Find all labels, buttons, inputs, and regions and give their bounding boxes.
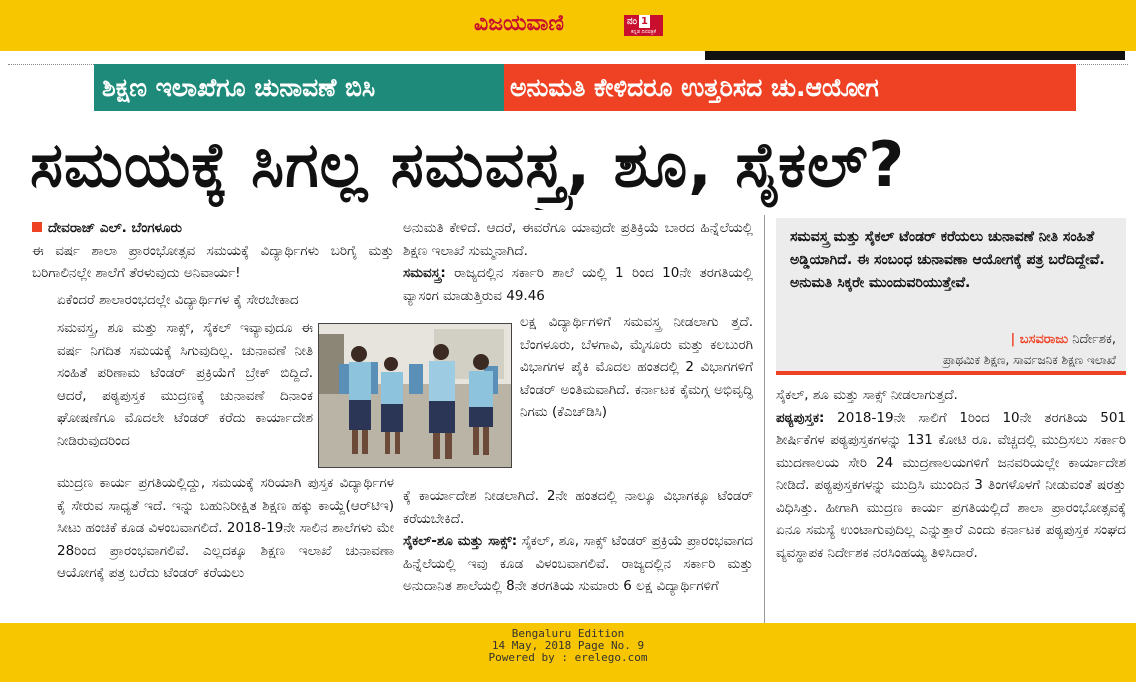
badge-label: ನಂ <box>627 16 637 27</box>
edition-name: Bengaluru Edition <box>511 627 625 640</box>
uniform-subhead-paragraph <box>403 262 753 307</box>
textbook-subhead: ಪಠ್ಯಪುಸ್ತಕ: <box>776 409 825 426</box>
number-one-badge <box>624 15 663 36</box>
column-1-bottom <box>57 472 394 622</box>
column-1-wrap <box>57 317 313 497</box>
quote-role: ನಿರ್ದೇಶಕ, <box>1068 332 1116 347</box>
intro-paragraph: ಈ ವರ್ಷ ಶಾಲಾ ಪ್ರಾರಂಭೋತ್ಸವ ಸಮಯಕ್ಕೆ ವಿದ್ಯಾರ್ಥಿಗಳು ಬರಿಗೈ ಮತ್ತು ಬರಿಗಾಲಿನಲ್ಲೇ ಶಾಲೆಗೆ ತೆರಳುವುದು ಅನಿವಾರ್ಯ! <box>32 242 394 281</box>
article-headline: ಸಮಯಕ್ಕೆ ಸಿಗಲ್ಲ ಸಮವಸ್ತ್ರ, ಶೂ, ಸೈಕಲ್? <box>30 128 906 201</box>
quote-text: ಸಮವಸ್ತ್ರ ಮತ್ತು ಸೈಕಲ್ ಟೆಂಡರ್ ಕರೆಯಲು ಚುನಾವಣೆ ನೀತಿ ಸಂಹಿತೆ ಅಡ್ಡಿಯಾಗಿದೆ. ಈ ಸಂಬಂಧ ಚುನಾವಣಾ ಆಯೋಗಕ್ಕೆ ಪತ್ರ ಬರೆದಿದ್ದೇವೆ. ಅನುಮತಿ ಸಿಕ್ಕರೇ ಮುಂದುವರಿಯುತ್ತೇವೆ. <box>790 229 1105 291</box>
textbook-subhead-paragraph <box>776 407 1126 565</box>
column-2-wrap <box>520 311 753 487</box>
column-1-lead <box>57 289 394 313</box>
edition-date-page: 14 May, 2018 Page No. 9 <box>491 639 645 652</box>
quote-designation: ಪ್ರಾಥಮಿಕ ಶಿಕ್ಷಣ, ಸಾರ್ವಜನಿಕ ಶಿಕ್ಷಣ ಇಲಾಖೆ <box>942 353 1116 367</box>
lead-line: ಏಕೆಂದರೆ ಶಾಲಾರಂಭದಲ್ಲೇ ವಿದ್ಯಾರ್ಥಿಗಳ ಕೈ ಸೇರಬೇಕಾದ <box>57 292 299 308</box>
col2-top-paragraph: ಅನುಮತಿ ಕೇಳಿದೆ. ಆದರೆ, ಈವರೆಗೂ ಯಾವುದೇ ಪ್ರತಿಕ್ರಿಯೆ ಬಾರದ ಹಿನ್ನೆಲೆಯಲ್ಲಿ ಶಿಕ್ಷಣ ಇಲಾಖೆ ಸುಮ್ಮನಾಗಿದೆ. <box>403 220 753 259</box>
photo-illustration <box>319 324 512 468</box>
col2-rest-paragraph: ಕ್ಕೆ ಕಾರ್ಯಾದೇಶ ನೀಡಲಾಗಿದೆ. 2ನೇ ಹಂತದಲ್ಲಿ ನಾಲ್ಕೂ ವಿಭಾಗಕ್ಕೂ ಟೆಂಡರ್ ಕರೆಯಬೇಕಿದೆ. <box>403 488 753 527</box>
previous-story-strip <box>705 51 1125 60</box>
quote-name: ಬಸವರಾಜು <box>1019 332 1069 347</box>
textbook-text: 2018-19ನೇ ಸಾಲಿಗೆ 1ರಿಂದ 10ನೇ ತರಗತಿಯ 501 ಶೀರ್ಷಿಕೆಗಳ ಪಠ್ಯಪುಸ್ತಕಗಳನ್ನು 131 ಕೋಟಿ ರೂ. ವೆಚ್ಚದಲ್ಲಿ ಮುದ್ರಿಸಲು ಸರ್ಕಾರಿ ಮುದಣಾಲಯ ಸೇರಿ 24 ಮುದ್ರಣಾಲಯಗಳಿಗೆ ಜನವರಿಯಲ್ಲೇ ಕಾರ್ಯಾದೇಶ ನೀಡಿದೆ. ಪಠ್ಯಪುಸ್ತಕಗಳನ್ನು ಮುದ್ರಿಸಿ ಮುಂದಿನ 3 ತಿಂಗಳೊಳಗೆ ನೀಡುವಂತೆ ಷರತ್ತು ವಿಧಿಸಿತ್ತು. ಹೀಗಾಗಿ ಮುದ್ರಣ ಕಾರ್ಯ ಪ್ರಗತಿಯಲ್ಲಿದೆ ಶಾಲಾ ಪ್ರಾರಂಭೋತ್ಸವಕ್ಕೆ ಏನೂ ಸಮಸ್ಯೆ ಉಂಟಾಗುವುದಿಲ್ಲ ಎನ್ನುತ್ತಾರೆ ಎಂದು ಕರ್ನಾಟಕ ಪಠ್ಯಪುಸ್ತಕ ಸಂಘದ ವ್ಯವಸ್ಥಾಪಕ ನಿರ್ದೇಶಕ ನರಸಿಂಹಯ್ಯ ತಿಳಿಸಿದಾರೆ. <box>776 409 1126 561</box>
uniform-text: ರಾಜ್ಯದಲ್ಲಿನ ಸರ್ಕಾರಿ ಶಾಲೆ ಯಲ್ಲಿ 1 ರಿಂದ 10ನೇ ತರಗತಿಯಲ್ಲಿ ವ್ಯಾಸಂಗ ಮಾಡುತ್ತಿರುವ 49.46 <box>403 265 753 304</box>
cycle-text: ಸೈಕಲ್, ಶೂ, ಸಾಕ್ಸ್ ಟೆಂಡರ್ ಪ್ರಕ್ರಿಯೆ ಪ್ರಾರಂಭವಾಗದ ಹಿನ್ನೆಲೆಯಲ್ಲಿ ಇವು ಕೂಡ ವಿಳಂಬವಾಗಲಿವೆ. ರಾಜ್ಯದಲ್ಲಿನ ಸರ್ಕಾರಿ ಮತ್ತು ಅನುದಾನಿತ ಶಾಲೆಯಲ್ಲಿ 8ನೇ ತರಗತಿಯ ಸುಮಾರು 6 ಲಕ್ಷ ವಿದ್ಯಾರ್ಥಿಗಳಿಗೆ <box>403 533 753 594</box>
powered-by: Powered by : erelego.com <box>488 651 648 664</box>
kicker-left: ಶಿಕ್ಷಣ ಇಲಾಖೆಗೂ ಚುನಾವಣೆ ಬಿಸಿ <box>94 64 504 111</box>
column-2-bottom <box>403 485 753 623</box>
byline <box>32 217 394 240</box>
masthead-bar <box>0 0 1136 51</box>
cycle-subhead: ಸೈಕಲ್-ಶೂ ಮತ್ತು ಸಾಕ್ಸ್: <box>403 533 518 549</box>
badge-tag: ಕನ್ನಡ ದಿನಪತ್ರಿಕೆ <box>630 29 656 35</box>
quote-attribution <box>790 330 1116 350</box>
column-divider <box>764 215 765 623</box>
column-3 <box>776 384 1126 623</box>
kicker-right: ಅನುಮತಿ ಕೇಳಿದರೂ ಉತ್ತರಿಸದ ಚು.ಆಯೋಗ <box>504 64 1076 111</box>
byline-square-icon <box>32 222 42 232</box>
quote-bar: | <box>1010 332 1016 347</box>
masthead-title: ವಿಜಯವಾಣಿ <box>474 11 565 36</box>
quote-box <box>776 218 1126 375</box>
edition-footer <box>0 623 1136 682</box>
continued-paragraph: ಮುದ್ರಣ ಕಾರ್ಯ ಪ್ರಗತಿಯಲ್ಲಿದ್ದು, ಸಮಯಕ್ಕೆ ಸರಿಯಾಗಿ ಪುಸ್ತಕ ವಿದ್ಯಾರ್ಥಿಗಳ ಕೈ ಸೇರುವ ಸಾಧ್ಯತೆ ಇದೆ. ಇನ್ನು ಬಹುನಿರೀಕ್ಷಿತ ಶಿಕ್ಷಣ ಹಕ್ಕು ಕಾಯ್ದೆ(ಆರ್‌ಟಿಇ) ಸೀಟು ಹಂಚಿಕೆ ಕೂಡ ವಿಳಂಬವಾಗಲಿದೆ. 2018-19ನೇ ಸಾಲಿನ ಶಾಲೆಗಳು ಮೇ 28ರಿಂದ ಪ್ರಾರಂಭವಾಗಲಿವೆ. ಎಲ್ಲದಕ್ಕೂ ಶಿಕ್ಷಣ ಇಲಾಖೆ ಚುನಾವಣಾ ಆಯೋಗಕ್ಕೆ ಪತ್ರ ಬರೆದು ಟೆಂಡರ್ ಕರೆಯಲು <box>57 475 394 581</box>
badge-number: 1 <box>641 16 648 27</box>
wrap-paragraph: ಸಮವಸ್ತ್ರ, ಶೂ ಮತ್ತು ಸಾಕ್ಸ್, ಸೈಕಲ್ ಇವ್ಯಾವುದೂ ಈ ವರ್ಷ ನಿಗದಿತ ಸಮಯಕ್ಕೆ ಸಿಗುವುದಿಲ್ಲ. ಚುನಾವಣೆ ನೀತಿ ಸಂಹಿತೆ ಪರಿಣಾಮ ಟೆಂಡರ್ ಪ್ರಕ್ರಿಯೆಗೆ ಬ್ರೇಕ್ ಬಿದ್ದಿದೆ. ಆದರೆ, ಪಠ್ಯಪುಸ್ತಕ ಮುದ್ರಣಕ್ಕೆ ಚುನಾವಣೆ ದಿನಾಂಕ ಘೋಷಣೆಗೂ ಮೊದಲೇ ಟೆಂಡರ್ ಕರೆದು ಕಾರ್ಯಾದೇಶ ನೀಡಿರುವುದರಿಂದ <box>57 320 313 449</box>
byline-text: ದೇವರಾಜ್ ಎಲ್. ಬೆಂಗಳೂರು <box>48 220 182 236</box>
cycle-subhead-paragraph <box>403 530 753 598</box>
schoolchildren-photo <box>318 323 512 468</box>
column-2-top <box>403 217 753 307</box>
uniform-subhead: ಸಮವಸ್ತ್ರ: <box>403 265 446 281</box>
col3-top-paragraph: ಸೈಕಲ್, ಶೂ ಮತ್ತು ಸಾಕ್ಸ್ ನೀಡಲಾಗುತ್ತದೆ. <box>776 387 958 403</box>
col2-wrap-paragraph: ಲಕ್ಷ ವಿದ್ಯಾರ್ಥಿಗಳಿಗೆ ಸಮವಸ್ತ್ರ ನೀಡಲಾಗು ತ್ತದೆ. ಬೆಂಗಳೂರು, ಬೆಳಗಾವಿ, ಮೈಸೂರು ಮತ್ತು ಕಲಬುರಗಿ ವಿಭಾಗಗಳ ಪೈಕಿ ಮೊದಲ ಹಂತದಲ್ಲಿ 2 ವಿಭಾಗಗಳಿಗೆ ಟೆಂಡರ್ ಅಂತಿಮವಾಗಿದೆ. ಕರ್ನಾಟಕ ಕೈಮಗ್ಗ ಅಭಿವೃದ್ಧಿ ನಿಗಮ (ಕೆಎಚ್‌ಡಿಸಿ) <box>520 314 753 420</box>
